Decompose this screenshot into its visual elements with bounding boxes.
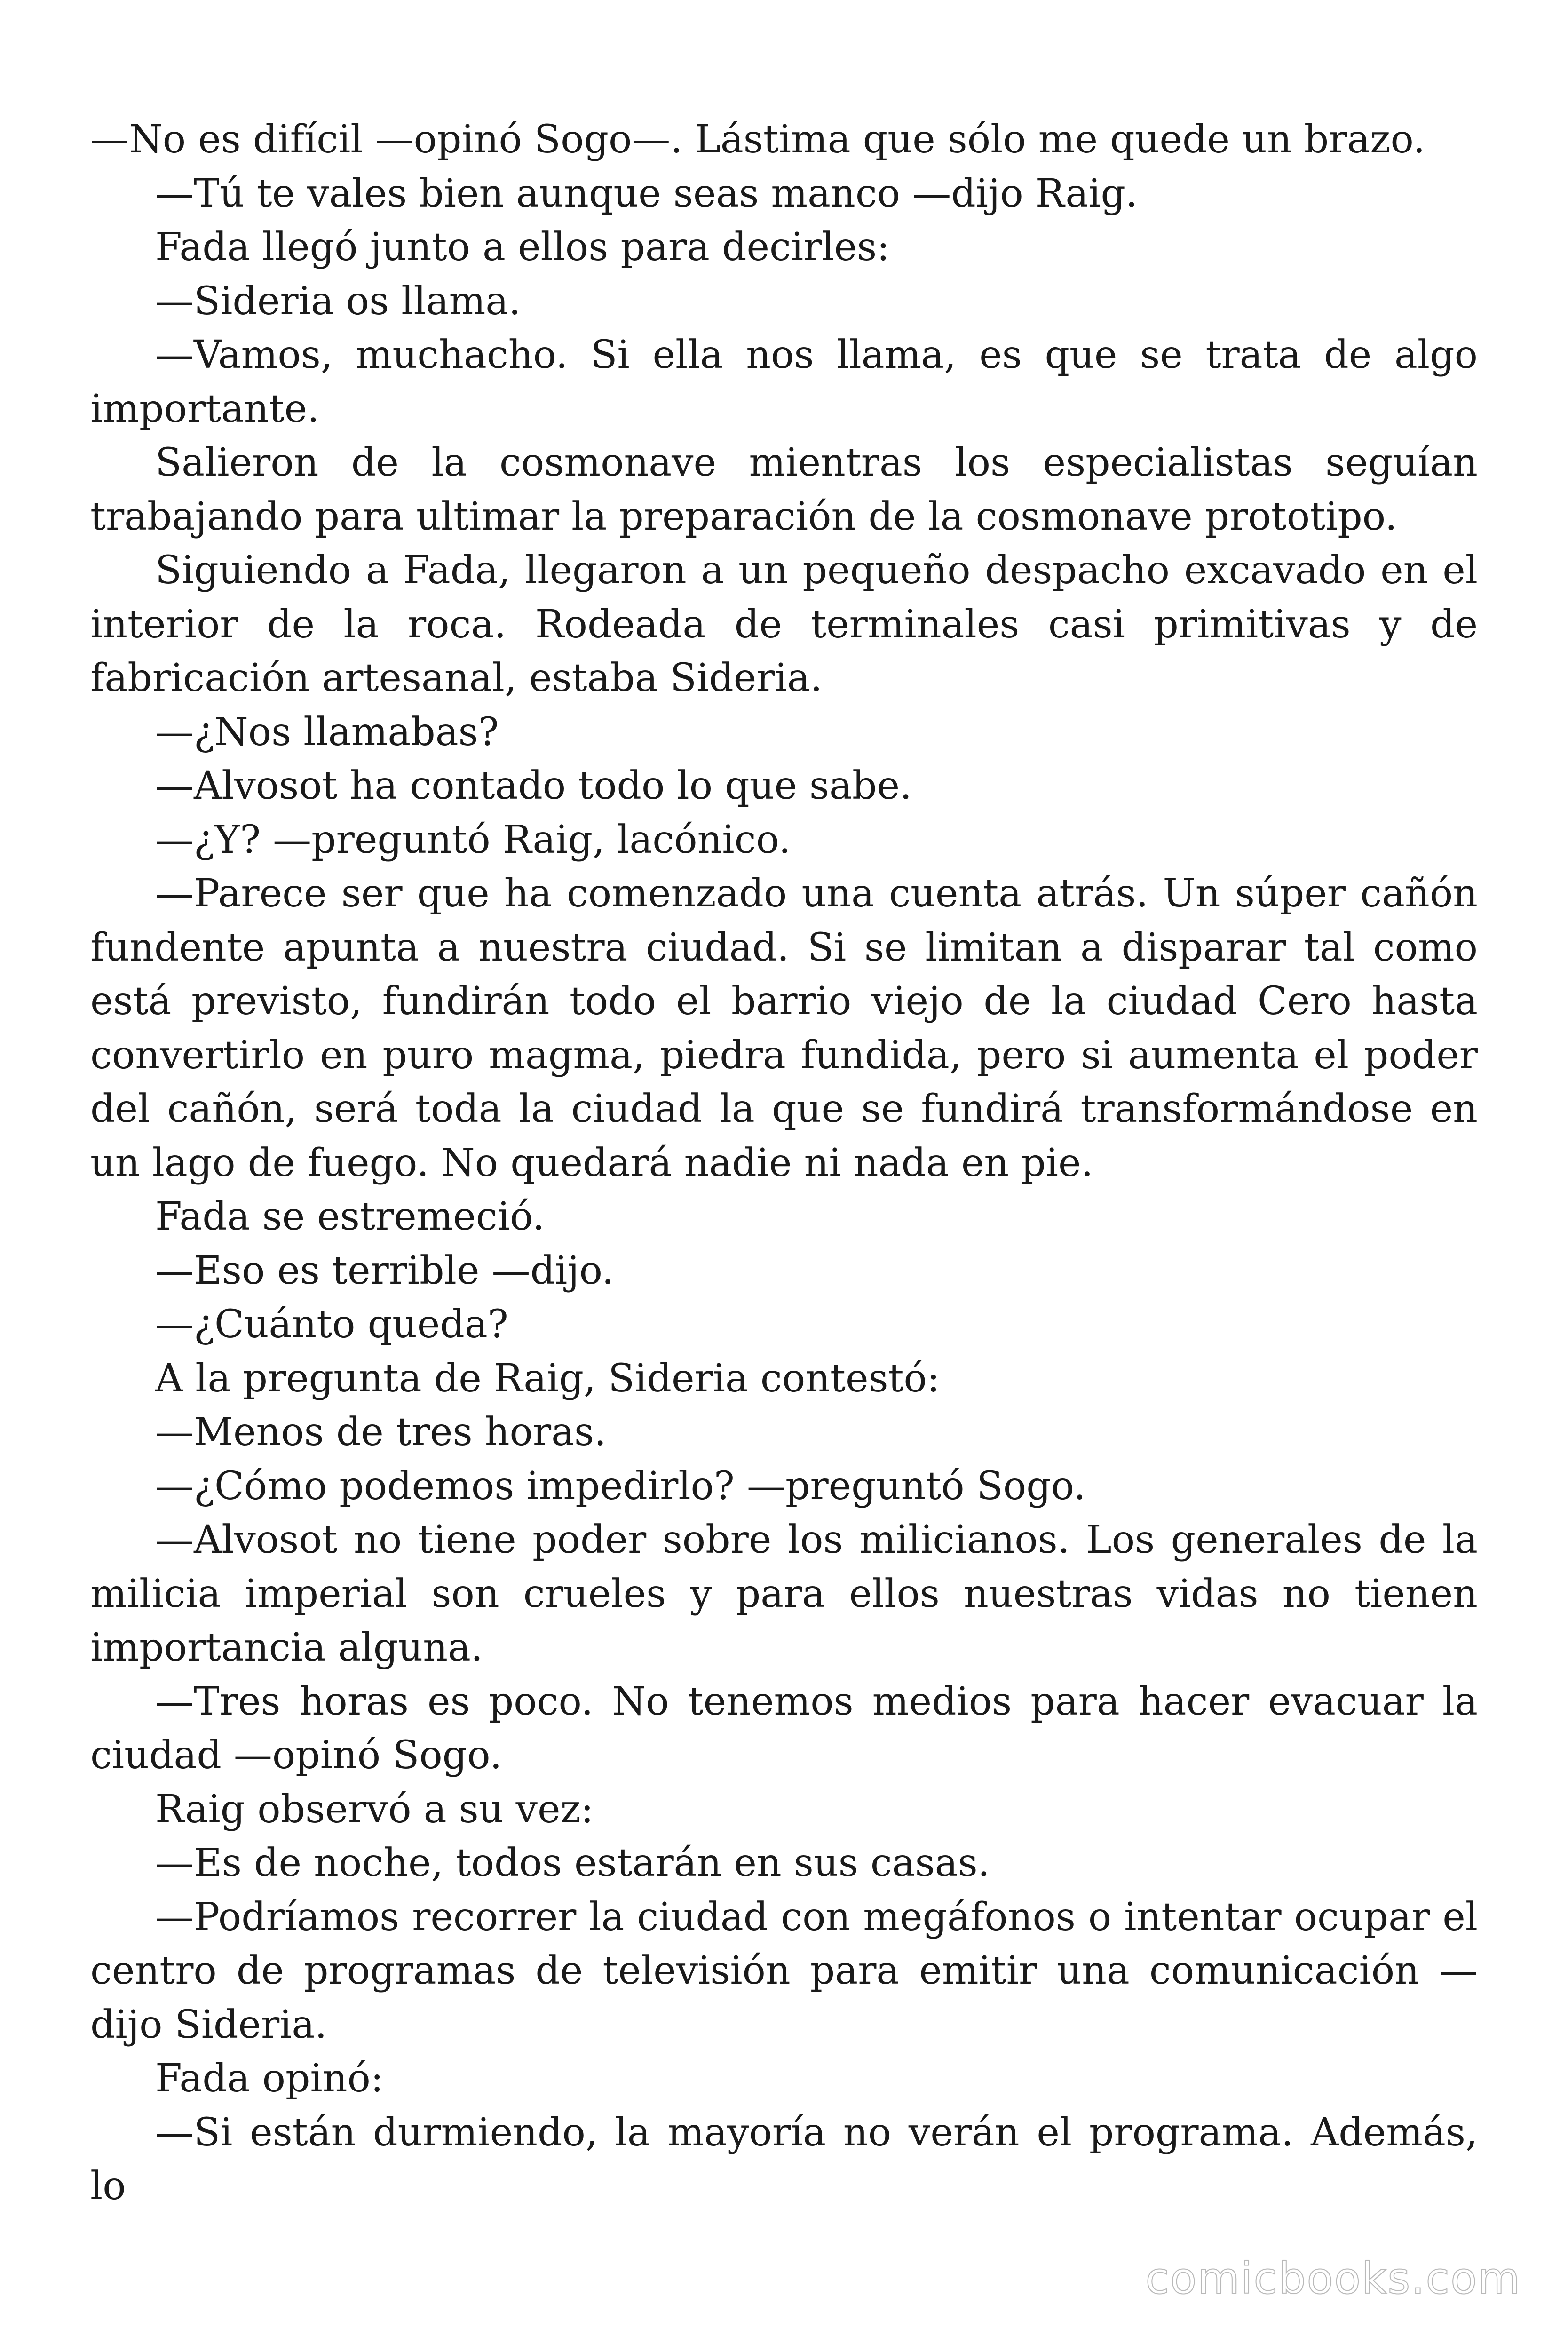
paragraph: —¿Cuánto queda? — [155, 1302, 508, 1347]
watermark-logo: comicbooks.com — [1145, 2253, 1521, 2304]
paragraph: Fada opinó: — [155, 2056, 384, 2101]
paragraph: —Eso es terrible —dijo. — [155, 1248, 614, 1293]
paragraph: Salieron de la cosmonave mientras los especialistas seguían trabajando para ultimar la preparación de la cosmonave prototipo. — [90, 440, 1478, 539]
paragraph: —Alvosot no tiene poder sobre los milicianos. Los generales de la milicia imperial son crueles y para ellos nuestras vidas no tienen importancia alguna. — [90, 1518, 1478, 1670]
paragraph: —Parece ser que ha comenzado una cuenta atrás. Un súper cañón fundente apunta a nuestra ciudad. Si se limitan a disparar tal como está previsto, fundirán todo el barrio viejo de la ciudad Cero hasta convertirlo en puro magma, piedra fundida, pero si aumenta el poder del cañón, será toda la ciudad la que se fundirá transformándose en un lago de fuego. No quedará nadie ni nada en pie. — [90, 871, 1478, 1185]
paragraph: Siguiendo a Fada, llegaron a un pequeño despacho excavado en el interior de la roca. Rodeada de terminales casi primitivas y de fabricación artesanal, estaba Sideria. — [90, 548, 1478, 700]
paragraph: —Tú te vales bien aunque seas manco —dijo Raig. — [155, 171, 1138, 216]
paragraph: —¿Y? —preguntó Raig, lacónico. — [155, 817, 791, 862]
paragraph: —Si están durmiendo, la mayoría no verán el programa. Además, lo — [90, 2110, 1478, 2209]
paragraph: Raig observó a su vez: — [155, 1787, 594, 1832]
paragraph: —No es difícil —opinó Sogo—. Lástima que sólo me quede un brazo. — [90, 117, 1425, 162]
paragraph: —Menos de tres horas. — [155, 1410, 607, 1454]
paragraph: —Alvosot ha contado todo lo que sabe. — [155, 763, 912, 808]
book-page-text — [90, 113, 1478, 2214]
paragraph: Fada se estremeció. — [155, 1194, 545, 1239]
paragraph: A la pregunta de Raig, Sideria contestó: — [155, 1356, 940, 1401]
paragraph: —Vamos, muchacho. Si ella nos llama, es que se trata de algo importante. — [90, 333, 1478, 431]
paragraph: —Es de noche, todos estarán en sus casas. — [155, 1841, 990, 1885]
paragraph: Fada llegó junto a ellos para decirles: — [155, 225, 890, 270]
paragraph: —Tres horas es poco. No tenemos medios para hacer evacuar la ciudad —opinó Sogo. — [90, 1679, 1478, 1778]
paragraph: —¿Cómo podemos impedirlo? —preguntó Sogo. — [155, 1463, 1086, 1509]
paragraph: —Podríamos recorrer la ciudad con megáfonos o intentar ocupar el centro de programas de televisión para emitir una comunicación —dijo Sideria. — [90, 1894, 1478, 2047]
paragraph: —Sideria os llama. — [155, 278, 521, 324]
paragraph: —¿Nos llamabas? — [155, 709, 499, 755]
